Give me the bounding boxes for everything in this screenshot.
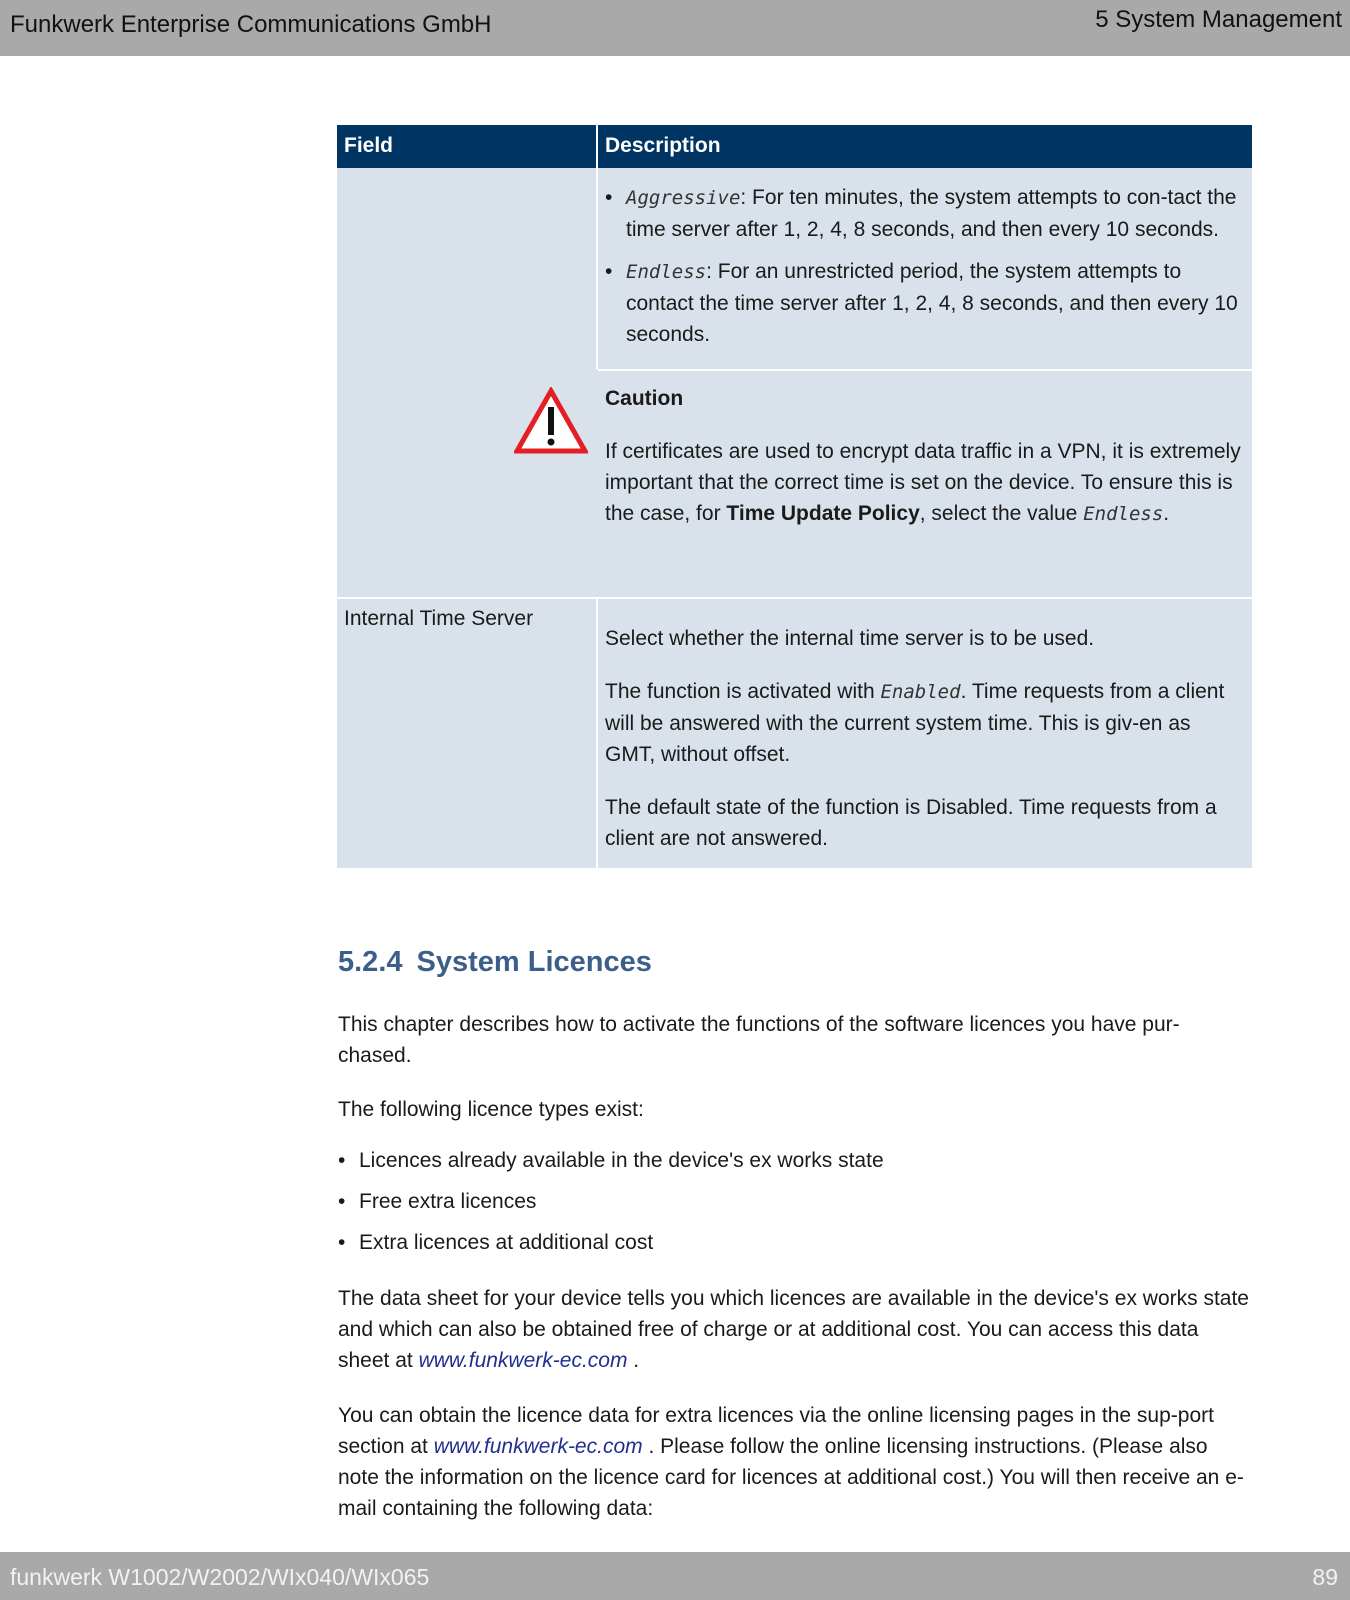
caution-text-cell <box>598 369 1252 597</box>
section-heading <box>338 946 652 979</box>
setting-value: Enabled <box>880 681 961 703</box>
product-name: funkwerk W1002/W2002/WIx040/WIx065 <box>10 1564 430 1590</box>
list-item: • Endless: For an unrestricted period, the system attempts to contact the time server after 1, 2, 4, 8 seconds, and then every 10 seconds. <box>605 260 1238 346</box>
caution-paragraph: If certificates are used to encrypt data traffic in a VPN, it is extremely important that the correct time is set on the device. To ensure this is the case, for Time Update Policy, select the value Endless. <box>605 440 1241 525</box>
website-link[interactable]: www.funkwerk-ec.com <box>418 1349 628 1372</box>
caution-icon-cell <box>337 369 598 597</box>
caution-title: Caution <box>605 387 684 410</box>
page-footer <box>0 1552 1350 1600</box>
description-paragraph: Select whether the internal time server is to be used. <box>605 627 1095 650</box>
table-row <box>337 168 1252 369</box>
field-cell: Internal Time Server <box>337 599 598 868</box>
table-row <box>337 597 1252 868</box>
list-item: • Extra licences at additional cost <box>338 1231 654 1254</box>
list-item: • Free extra licences <box>338 1190 537 1213</box>
body-paragraph: This chapter describes how to activate the functions of the software licences you have pur-chased. <box>338 1013 1180 1067</box>
section-number: 5.2.4 <box>338 946 403 978</box>
description-cell <box>598 168 1252 369</box>
licence-types-list <box>338 1145 1253 1268</box>
setting-value: Endless <box>1083 503 1164 525</box>
description-paragraph: The function is activated with Enabled. Time requests from a client will be answered with the current system time. This is giv-en as GMT, without offset. <box>605 680 1225 766</box>
body-paragraph: The following licence types exist: <box>338 1098 644 1121</box>
option-text: : For ten minutes, the system attempts to con-tact the time server after 1, 2, 4, 8 seconds, and then every 10 seconds. <box>626 186 1237 241</box>
description-cell <box>598 599 1252 868</box>
option-text: : For an unrestricted period, the system attempts to contact the time server after 1, 2, 4, 8 seconds, and then every 10 seconds. <box>626 260 1238 346</box>
warning-triangle-icon <box>514 387 588 455</box>
table-header-row <box>337 125 1252 168</box>
page-header <box>0 0 1350 56</box>
chapter-title: 5 System Management <box>1095 6 1342 33</box>
setting-name: Time Update Policy <box>726 502 920 525</box>
list-item: • Aggressive: For ten minutes, the system attempts to con-tact the time server after 1, 2, 4, 8 seconds, and then every 10 seconds. <box>605 186 1237 241</box>
list-item: • Licences already available in the device's ex works state <box>338 1149 884 1172</box>
section-title: System Licences <box>416 946 652 978</box>
body-paragraph: You can obtain the licence data for extra licences via the online licensing pages in the sup-port section at www.funkwerk-ec.com . Please follow the online licensing instructions. (Please also note the information on the licence card for licences at additional cost.) You will then receive an e-mail containing the following data: <box>338 1404 1244 1520</box>
website-link[interactable]: www.funkwerk-ec.com <box>433 1435 643 1458</box>
column-header-field: Field <box>337 125 598 168</box>
option-term: Aggressive <box>626 187 741 209</box>
field-description-table <box>337 125 1252 868</box>
body-paragraph: The data sheet for your device tells you which licences are available in the device's ex works state and which can also be obtained free of charge or at additional cost. You can access this data sheet at www.funkwerk-ec.com . <box>338 1287 1249 1372</box>
option-term: Endless <box>626 261 707 283</box>
policy-options-list <box>605 182 1245 350</box>
column-header-description: Description <box>605 134 721 157</box>
caution-box <box>337 369 1252 597</box>
page-number: 89 <box>1312 1564 1338 1590</box>
company-name: Funkwerk Enterprise Communications GmbH <box>10 11 492 38</box>
description-paragraph: The default state of the function is Disabled. Time requests from a client are not answered. <box>605 796 1217 850</box>
field-cell <box>337 168 598 369</box>
